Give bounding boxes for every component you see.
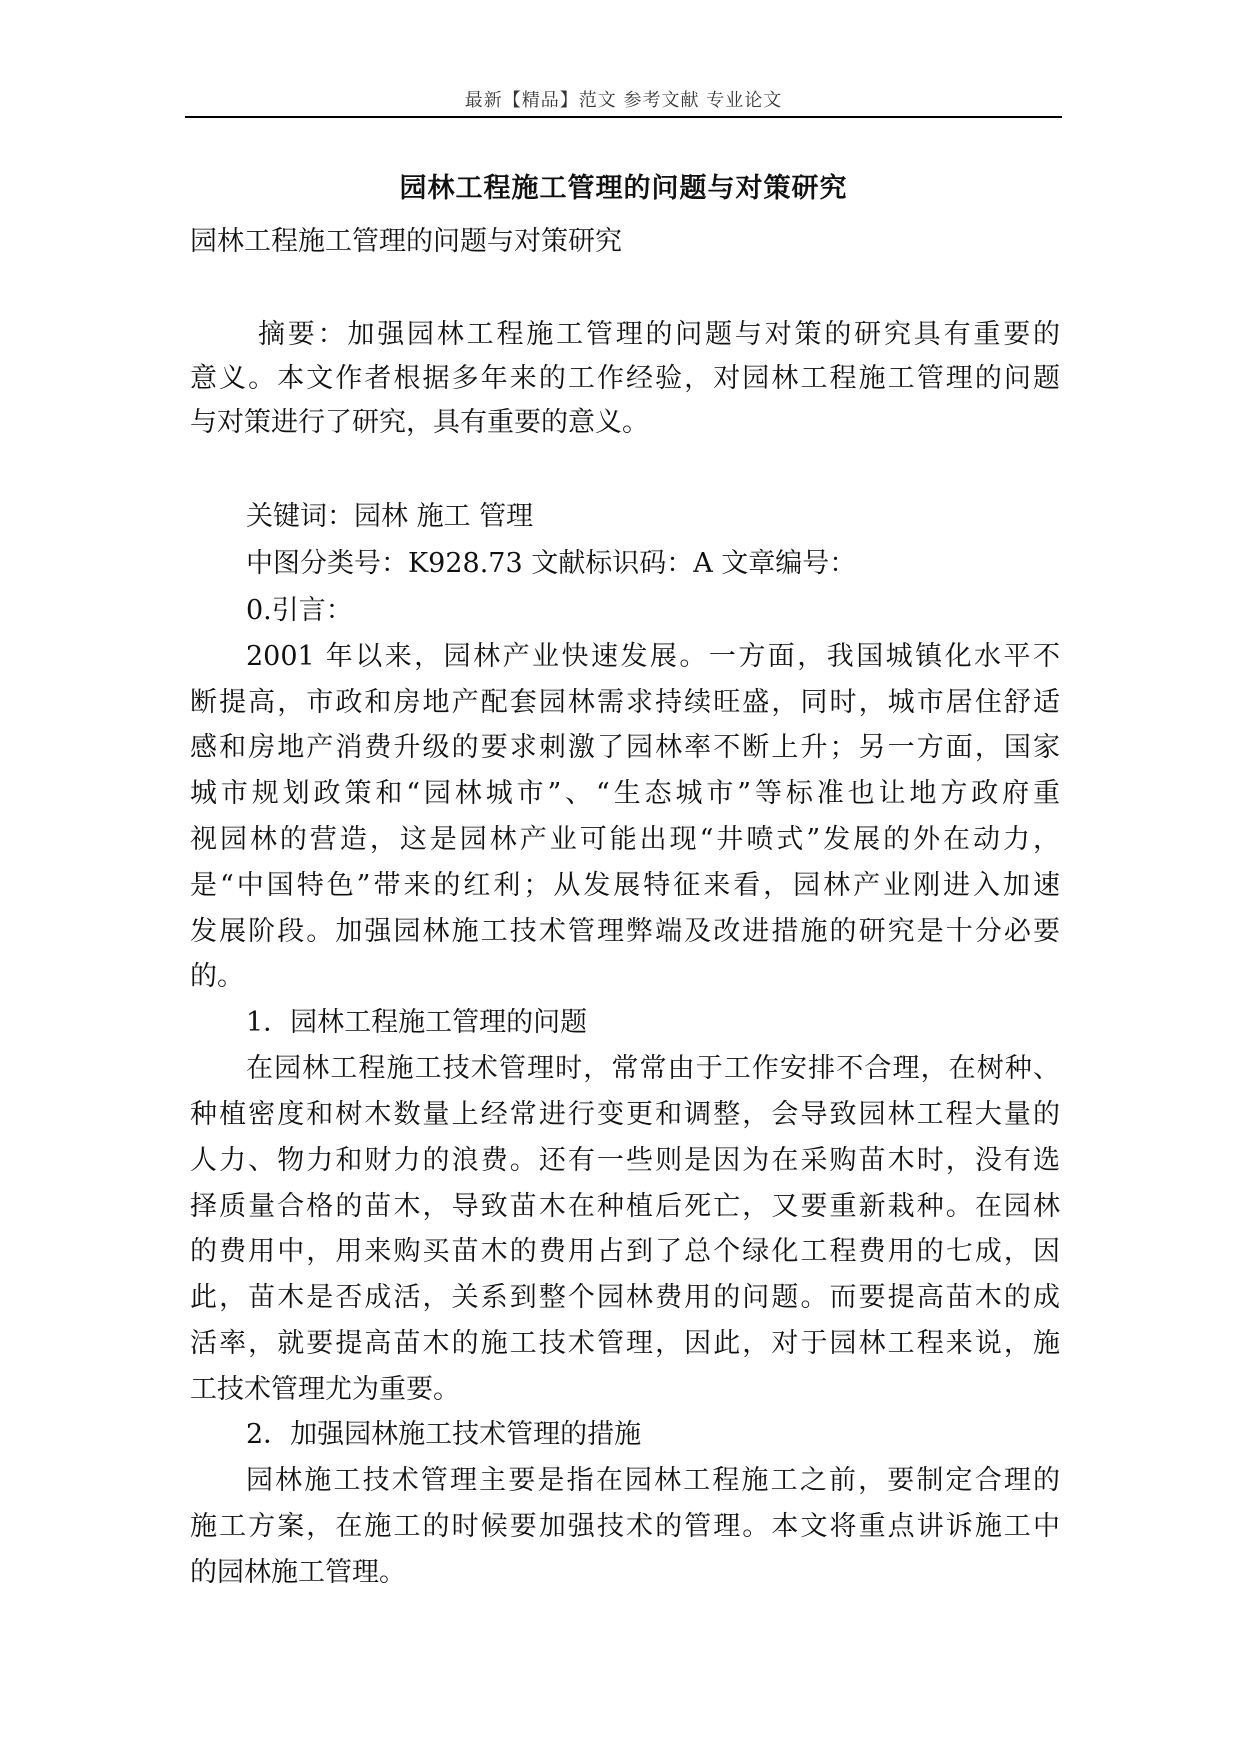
body-line: 择质量合格的苗木，导致苗木在种植后死亡，又要重新栽种。在园林 xyxy=(190,1191,1060,1222)
body-line: 发展阶段。加强园林施工技术管理弊端及改进措施的研究是十分必要 xyxy=(190,916,1060,947)
keywords-line: 关键词：园林 施工 管理 xyxy=(246,501,534,532)
body-line: 人力、物力和财力的浪费。还有一些则是因为在采购苗木时，没有选 xyxy=(190,1145,1060,1176)
body-line: 是“中国特色”带来的红利；从发展特征来看，园林产业刚进入加速 xyxy=(190,870,1060,901)
body-line: 感和房地产消费升级的要求刺激了园林率不断上升；另一方面，国家 xyxy=(190,732,1060,763)
subtitle-line: 园林工程施工管理的问题与对策研究 xyxy=(190,226,622,257)
body-line: 在园林工程施工技术管理时，常常由于工作安排不合理，在树种、 xyxy=(246,1053,1060,1084)
header-divider xyxy=(185,116,1062,118)
body-line: 城市规划政策和“园林城市”、“生态城市”等标准也让地方政府重 xyxy=(190,778,1060,809)
body-line: 的。 xyxy=(190,961,244,992)
body-line: 的费用中，用来购买苗木的费用占到了总个绿化工程费用的七成，因 xyxy=(190,1236,1060,1267)
section-heading-intro: 0.引言： xyxy=(246,595,353,626)
body-line: 施工方案，在施工的时候要加强技术的管理。本文将重点讲诉施工中 xyxy=(190,1511,1060,1542)
abstract-line: 意义。本文作者根据多年来的工作经验，对园林工程施工管理的问题 xyxy=(190,363,1060,394)
body-line: 视园林的营造，这是园林产业可能出现“井喷式”发展的外在动力， xyxy=(190,824,1060,855)
body-line: 2001 年以来，园林产业快速发展。一方面，我国城镇化水平不 xyxy=(246,641,1060,672)
abstract-line: 摘要：加强园林工程施工管理的问题与对策的研究具有重要的 xyxy=(258,319,1060,350)
abstract-line: 与对策进行了研究，具有重要的意义。 xyxy=(190,407,649,438)
body-line: 园林施工技术管理主要是指在园林工程施工之前，要制定合理的 xyxy=(246,1465,1060,1496)
document-title: 园林工程施工管理的问题与对策研究 xyxy=(399,173,848,204)
body-line: 此，苗木是否成活，关系到整个园林费用的问题。而要提高苗木的成 xyxy=(190,1282,1060,1313)
body-line: 断提高，市政和房地产配套园林需求持续旺盛，同时，城市居住舒适 xyxy=(190,687,1060,718)
classification-line: 中图分类号：K928.73 文献标识码：A 文章编号： xyxy=(246,548,857,579)
section-heading-2: 2．加强园林施工技术管理的措施 xyxy=(246,1419,642,1450)
section-heading-1: 1．园林工程施工管理的问题 xyxy=(246,1007,588,1038)
body-line: 活率，就要提高苗木的施工技术管理，因此，对于园林工程来说，施 xyxy=(190,1328,1060,1359)
page-header: 最新【精品】范文 参考文献 专业论文 xyxy=(464,90,783,111)
body-line: 的园林施工管理。 xyxy=(190,1557,406,1588)
body-line: 工技术管理尤为重要。 xyxy=(190,1374,460,1405)
body-line: 种植密度和树木数量上经常进行变更和调整，会导致园林工程大量的 xyxy=(190,1099,1060,1130)
